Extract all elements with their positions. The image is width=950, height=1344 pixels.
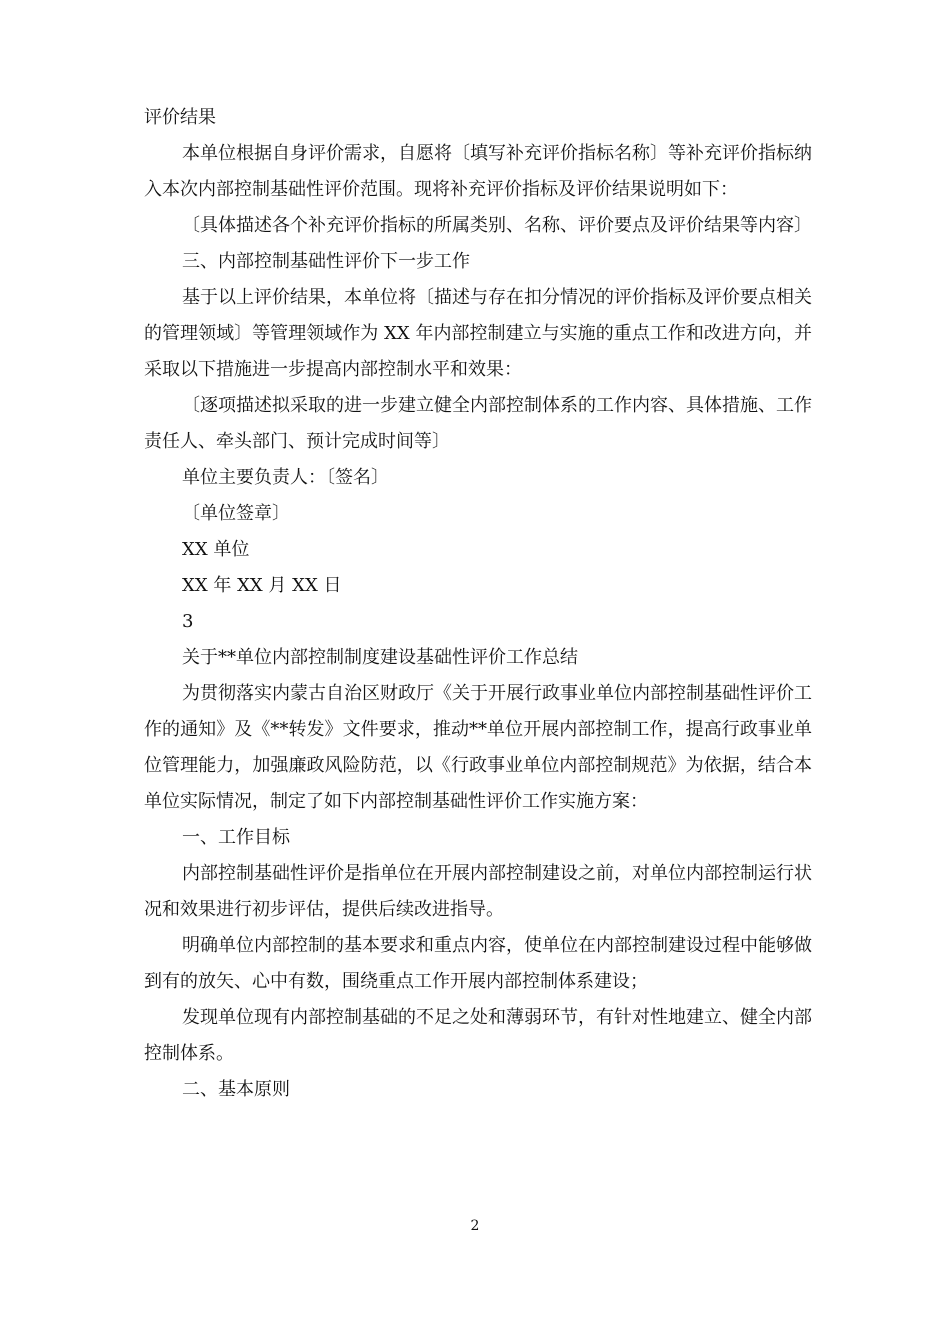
seal-line: 〔单位签章〕 [182, 503, 290, 524]
unit-name: XX 单位 [182, 539, 250, 560]
document-body [144, 100, 812, 1108]
paragraph: 〔逐项描述拟采取的进一步建立健全内部控制体系的工作内容、具体措施、工作责任人、牵头部门、预计完成时间等〕 [144, 395, 812, 452]
paragraph: 〔具体描述各个补充评价指标的所属类别、名称、评价要点及评价结果等内容〕 [182, 215, 812, 236]
paragraph: 本单位根据自身评价需求，自愿将〔填写补充评价指标名称〕等补充评价指标纳入本次内部控制基础性评价范围。现将补充评价指标及评价结果说明如下： [144, 143, 812, 200]
paragraph: 明确单位内部控制的基本要求和重点内容，使单位在内部控制建设过程中能够做到有的放矢、心中有数，围绕重点工作开展内部控制体系建设； [144, 935, 812, 992]
section-heading: 三、内部控制基础性评价下一步工作 [182, 251, 470, 272]
paragraph: 为贯彻落实内蒙古自治区财政厅《关于开展行政事业单位内部控制基础性评价工作的通知》及《**转发》文件要求，推动**单位开展内部控制工作，提高行政事业单位管理能力，加强廉政风险防范，以《行政事业单位内部控制规范》为依据，结合本单位实际情况，制定了如下内部控制基础性评价工作实施方案： [144, 683, 812, 812]
paragraph: 内部控制基础性评价是指单位在开展内部控制建设之前，对单位内部控制运行状况和效果进行初步评估，提供后续改进指导。 [144, 863, 812, 920]
paragraph: 评价结果 [144, 107, 216, 128]
inline-number: 3 [182, 611, 194, 632]
section-heading: 二、基本原则 [182, 1079, 290, 1100]
page-number: 2 [470, 1218, 480, 1234]
section-heading: 一、工作目标 [182, 827, 290, 848]
signature-line: 单位主要负责人：〔签名〕 [182, 467, 389, 488]
paragraph: 基于以上评价结果，本单位将〔描述与存在扣分情况的评价指标及评价要点相关的管理领域〕等管理领域作为 XX 年内部控制建立与实施的重点工作和改进方向，并采取以下措施进一步提高内部控制水平和效果： [144, 287, 812, 380]
date-line: XX 年 XX 月 XX 日 [182, 575, 342, 596]
document-title: 关于**单位内部控制制度建设基础性评价工作总结 [182, 647, 578, 668]
paragraph: 发现单位现有内部控制基础的不足之处和薄弱环节，有针对性地建立、健全内部控制体系。 [144, 1007, 812, 1064]
